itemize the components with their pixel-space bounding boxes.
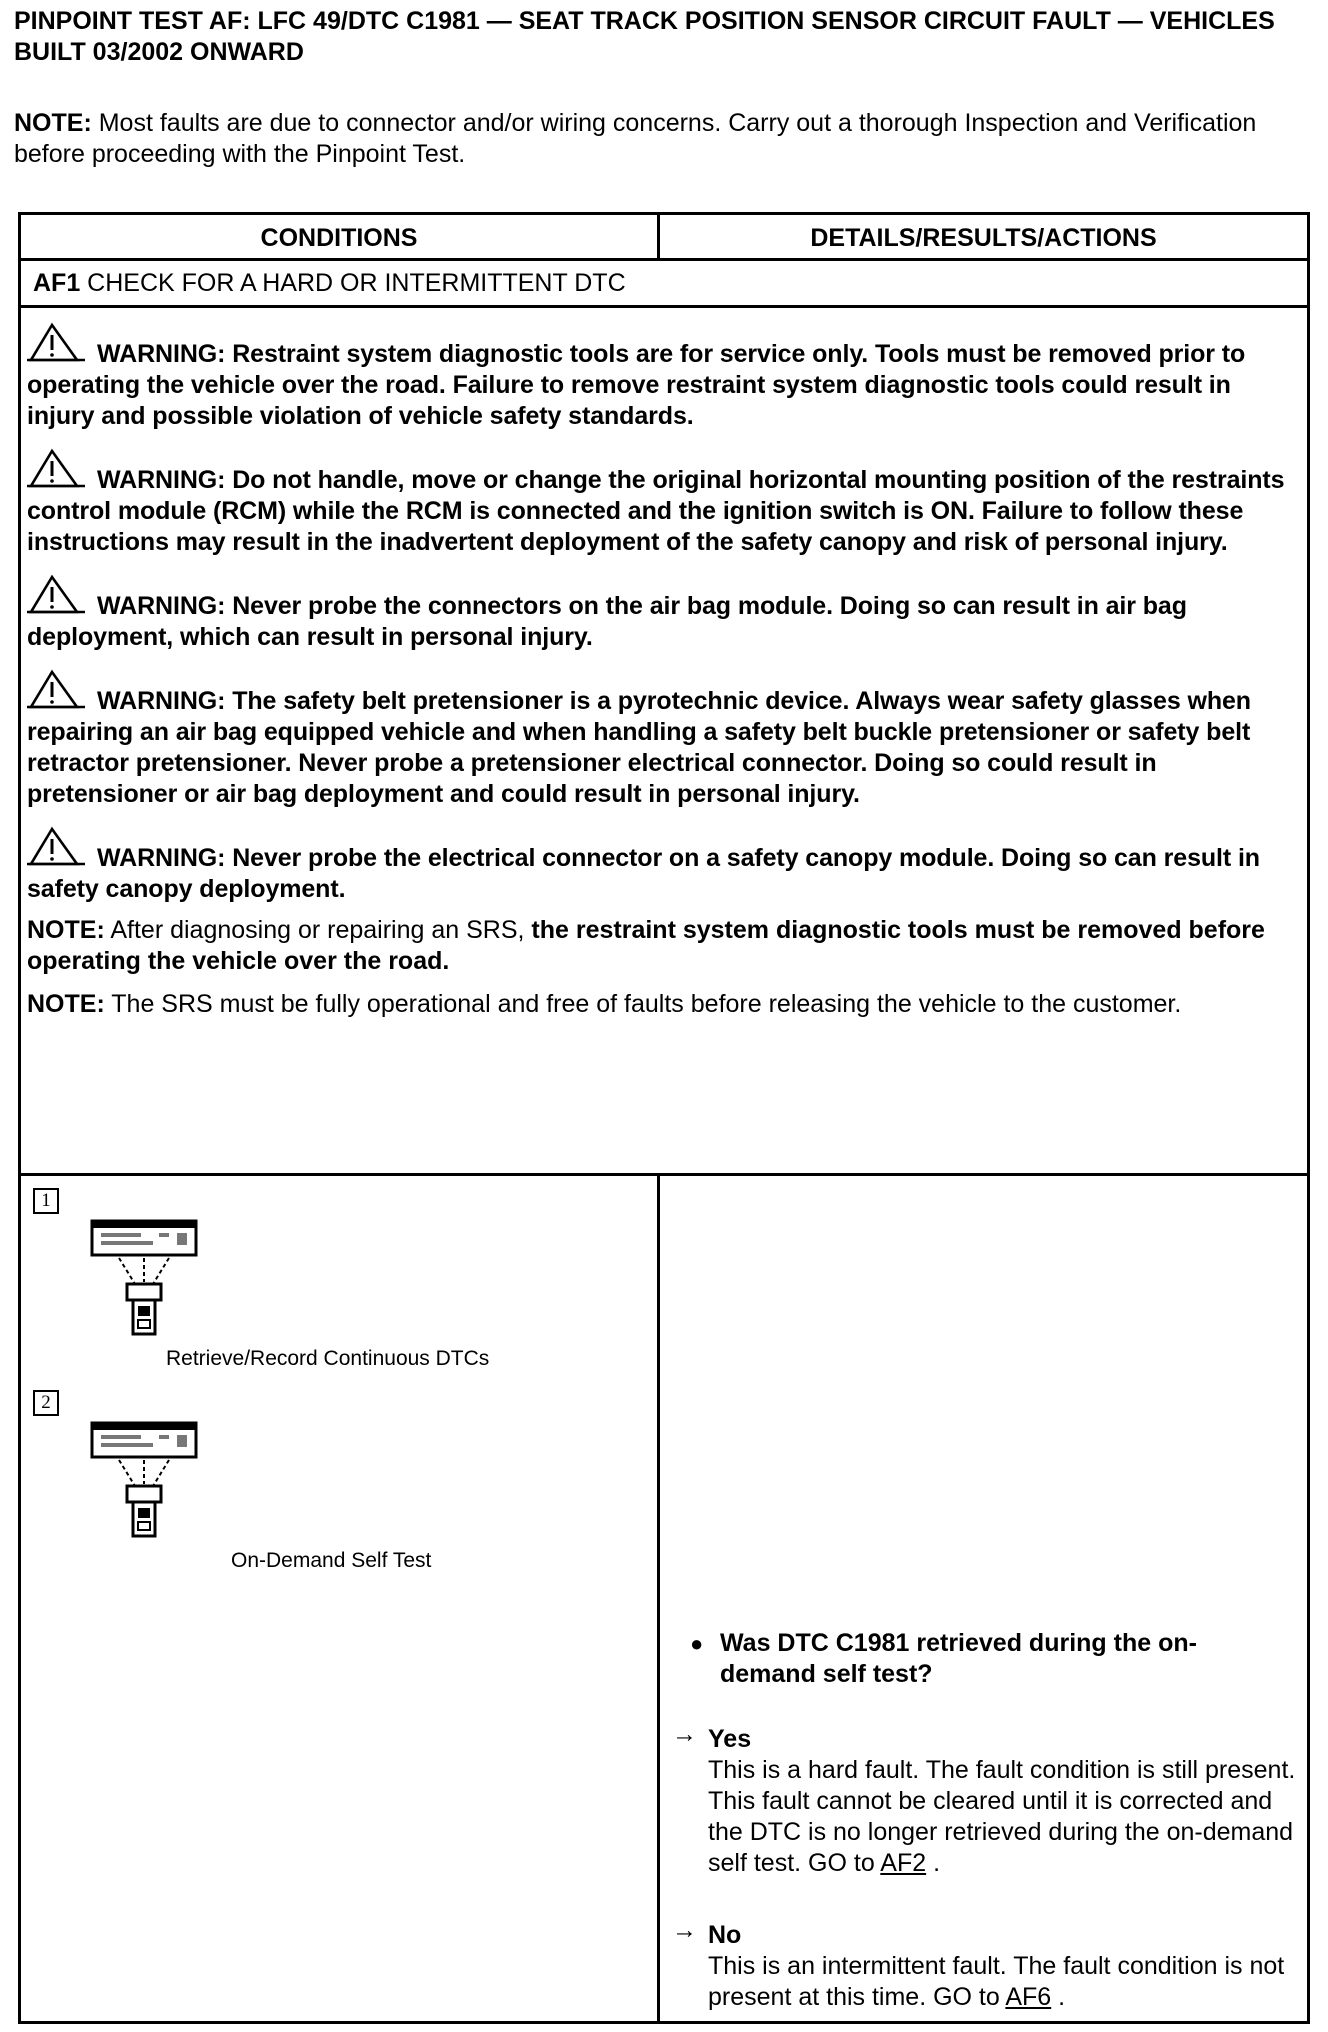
note-text: After diagnosing or repairing an SRS, (104, 916, 532, 944)
answer-label: No (708, 1921, 742, 1949)
intro-note (14, 108, 1314, 170)
warnings-block (21, 308, 1307, 1176)
arrow-right-icon: → (672, 1720, 697, 1748)
warning-icon (27, 826, 85, 870)
note-label: NOTE: (27, 990, 105, 1018)
link-af6[interactable]: AF6 (1005, 1983, 1052, 2011)
header-conditions: CONDITIONS (21, 215, 660, 261)
warning-icon (27, 448, 85, 492)
step-caption-2: On-Demand Self Test (231, 1549, 432, 1572)
bullet-icon: ● (690, 1631, 704, 1656)
note-1 (27, 915, 1301, 977)
warning-icon (27, 669, 85, 713)
scan-tool-icon (89, 1218, 199, 1338)
pinpoint-table (18, 212, 1310, 2024)
step-number-1: 1 (33, 1188, 59, 1214)
answer-body: This is an intermittent fault. The fault condition is not present at this time. GO to (708, 1952, 1285, 2011)
warning-1 (27, 322, 1301, 432)
answer-label: Yes (708, 1725, 752, 1753)
question (690, 1628, 1280, 1690)
question-text: Was DTC C1981 retrieved during the on-demand self test? (720, 1629, 1197, 1688)
link-af2[interactable]: AF2 (880, 1849, 927, 1877)
answer-text (708, 1755, 1298, 1879)
answer-yes (672, 1720, 1312, 1879)
arrow-right-icon: → (672, 1916, 697, 1944)
answer-body: This is a hard fault. The fault condition is still present. This fault cannot be cleared until it is corrected and the DTC is no longer retrieved during the on-demand self test. GO to (708, 1756, 1296, 1877)
warning-icon (27, 574, 85, 618)
note-bold-text: the restraint system diagnostic tools must be removed before operating the vehicle over the road. (27, 916, 1265, 975)
page-title: PINPOINT TEST AF: LFC 49/DTC C1981 — SEAT TRACK POSITION SENSOR CIRCUIT FAULT — VEHICLES BUILT 03/2002 ONWARD (14, 7, 1275, 66)
note-label: NOTE: (27, 916, 105, 944)
warning-text: WARNING: The safety belt pretensioner is a pyrotechnic device. Always wear safety glasses when repairing an air bag equipped vehicle and when handling a safety belt buckle pretensioner or safety belt retractor pretensioner. Never probe a pretensioner electrical connector. Doing so could result in pretensioner or air bag deployment and could result in personal injury. (27, 687, 1251, 808)
header-details: DETAILS/RESULTS/ACTIONS (660, 215, 1307, 261)
answer-suffix: . (1051, 1983, 1066, 2011)
warning-3 (27, 574, 1301, 653)
warning-icon (27, 322, 85, 366)
step-code: AF1 (33, 269, 81, 297)
note-text: The SRS must be fully operational and free of faults before releasing the vehicle to the customer. (104, 990, 1182, 1018)
answer-no (672, 1916, 1312, 2013)
note-label: NOTE: (14, 109, 92, 137)
warning-4 (27, 669, 1301, 810)
step-title: CHECK FOR A HARD OR INTERMITTENT DTC (80, 269, 626, 297)
answer-text (708, 1951, 1298, 2013)
warning-text: WARNING: Never probe the connectors on the air bag module. Doing so can result in air bag deployment, which can result in personal injury. (27, 592, 1187, 651)
warning-5 (27, 826, 1301, 905)
conditions-column (21, 1176, 660, 2021)
warning-2 (27, 448, 1301, 558)
answer-suffix: . (926, 1849, 941, 1877)
details-column (660, 1176, 1307, 2021)
note-2 (27, 989, 1301, 1020)
warning-text: WARNING: Never probe the electrical connector on a safety canopy module. Doing so can result in safety canopy deployment. (27, 844, 1260, 903)
warning-text: WARNING: Restraint system diagnostic tools are for service only. Tools must be removed prior to operating the vehicle over the road. Failure to remove restraint system diagnostic tools could result in injury and possible violation of vehicle safety standards. (27, 340, 1246, 430)
scan-tool-icon (89, 1420, 199, 1540)
step-caption-1: Retrieve/Record Continuous DTCs (166, 1347, 490, 1370)
step-title-row (21, 261, 1307, 308)
note-text: Most faults are due to connector and/or wiring concerns. Carry out a thorough Inspection and Verification before proceeding with the Pinpoint Test. (14, 109, 1257, 168)
step-number-2: 2 (33, 1390, 59, 1416)
warning-text: WARNING: Do not handle, move or change the original horizontal mounting position of the restraints control module (RCM) while the RCM is connected and the ignition switch is ON. Failure to follow these instructions may result in the inadvertent deployment of the safety canopy and risk of personal injury. (27, 466, 1285, 556)
